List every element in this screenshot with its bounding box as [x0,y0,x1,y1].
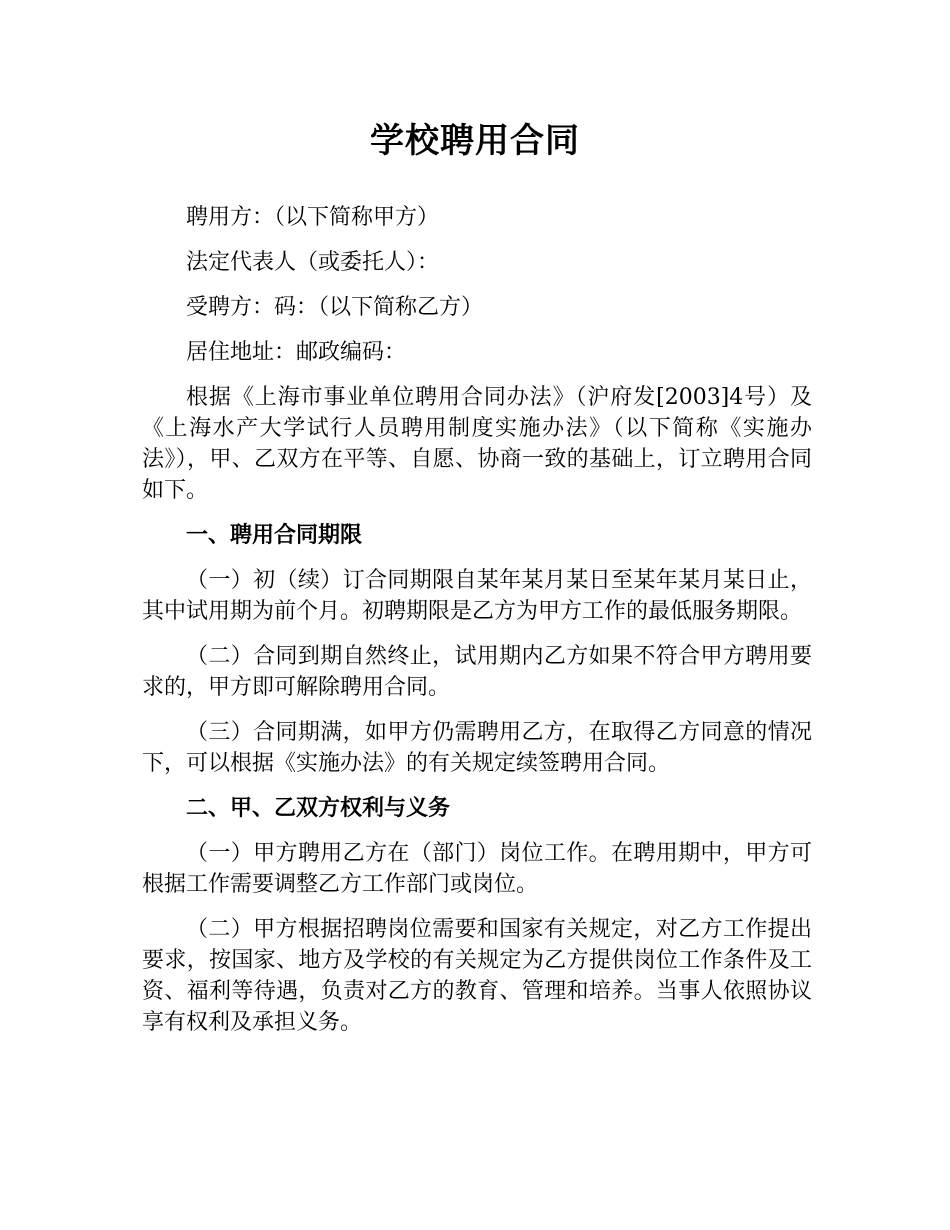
intro-paragraph: 根据《上海市事业单位聘用合同办法》（沪府发[2003]4号）及《上海水产大学试行人员聘用制度实施办法》（以下简称《实施办法》），甲、乙双方在平等、自愿、协商一致的基础上，订立聘用合同如下。 [142,385,812,503]
legal-representative-line: 法定代表人（或委托人）： [186,250,440,275]
section-1-heading: 一、聘用合同期限 [186,523,363,548]
document-title: 学校聘用合同 [370,121,580,161]
section-1-paragraph-3: （三）合同期满，如甲方仍需聘用乙方，在取得乙方同意的情况下，可以根据《实施办法》的有关规定续签聘用合同。 [142,720,812,776]
section-2-paragraph-2: （二）甲方根据招聘岗位需要和国家有关规定，对乙方工作提出要求，按国家、地方及学校的有关规定为乙方提供岗位工作条件及工资、福利等待遇，负责对乙方的教育、管理和培养。当事人依照协议享有权利及承担义务。 [142,917,812,1035]
section-1-paragraph-1: （一）初（续）订合同期限自某年某月某日至某年某月某日止，其中试用期为前个月。初聘期限是乙方为甲方工作的最低服务期限。 [142,568,812,624]
section-2-heading: 二、甲、乙双方权利与义务 [186,796,451,821]
document-body [142,202,812,1052]
address-line: 居住地址：邮政编码： [186,340,407,365]
party-info [142,202,812,368]
employee-line: 受聘方：码：（以下简称乙方） [186,295,484,320]
section-2-paragraph-1: （一）甲方聘用乙方在（部门）岗位工作。在聘用期中，甲方可根据工作需要调整乙方工作部门或岗位。 [142,841,812,897]
section-1-paragraph-2: （二）合同到期自然终止，试用期内乙方如果不符合甲方聘用要求的，甲方即可解除聘用合同。 [142,644,812,700]
employer-line: 聘用方：（以下简称甲方） [186,205,440,230]
